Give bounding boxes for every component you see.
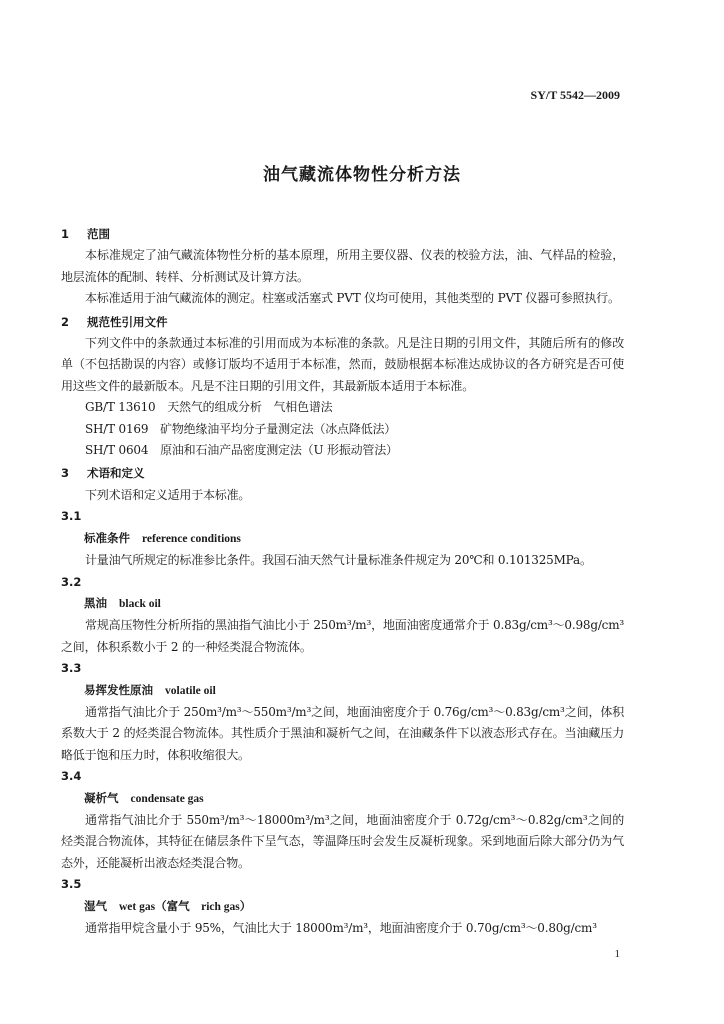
term-cn: 黑油 — [84, 595, 107, 610]
term-number: 3.3 — [61, 661, 82, 676]
term-number: 3.5 — [61, 877, 82, 892]
term-heading — [61, 680, 624, 702]
paragraph: 本标准规定了油气藏流体物性分析的基本原理，所用主要仪器、仪表的校验方法，油、气样品的检验，地层流体的配制、转样、分析测试及计算方法。 — [61, 248, 624, 284]
section-title: 范围 — [87, 227, 110, 241]
term-definition: 通常指甲烷含量小于 95%，气油比大于 18000m³/m³，地面油密度介于 0.70g/cm³～0.80g/cm³ — [85, 921, 597, 935]
term-heading — [61, 896, 624, 918]
term-en: wet gas（富气 rich gas） — [119, 900, 252, 913]
section-number: 3 — [61, 466, 70, 481]
section-number: 1 — [61, 227, 70, 241]
term-en: condensate gas — [130, 792, 204, 805]
paragraph: 下列术语和定义适用于本标准。 — [85, 487, 251, 502]
reference-item: GB/T 13610 天然气的组成分析 气相色谱法 — [85, 400, 333, 415]
term-en: volatile oil — [165, 684, 216, 697]
term-definition: 通常指气油比介于 250m³/m³～550m³/m³之间，地面油密度介于 0.76g/cm³～0.83g/cm³之间，体积系数大于 2 的烃类混合物流体。其性质介于黑油和凝析气之间，在油藏条件下以液态形式存在。当油藏压力略低于饱和压力时，体积收缩很大。 — [61, 704, 624, 762]
paragraph: 下列文件中的条款通过本标准的引用而成为本标准的条款。凡是注日期的引用文件，其随后所有的修改单（不包括勘误的内容）或修订版均不适用于本标准，然而，鼓励根据本标准达成协议的各方研究是否可使用这些文件的最新版本。凡是不注日期的引用文件，其最新版本适用于本标准。 — [61, 336, 624, 393]
term-cn: 凝析气 — [84, 790, 119, 805]
section-title: 规范性引用文件 — [87, 314, 168, 329]
term-cn: 标准条件 — [84, 530, 130, 545]
reference-item: SH/T 0169 矿物绝缘油平均分子量测定法（冰点降低法） — [85, 421, 397, 436]
document-body — [61, 224, 624, 939]
term-definition: 计量油气所规定的标准参比条件。我国石油天然气计量标准条件规定为 20℃和 0.101325MPa。 — [85, 553, 592, 568]
term-number: 3.4 — [61, 769, 82, 784]
term-heading — [61, 788, 624, 810]
term-en: reference conditions — [142, 532, 241, 545]
term-cn: 湿气 — [84, 898, 107, 913]
document-title: 油气藏流体物性分析方法 — [263, 165, 461, 185]
reference-item: SH/T 0604 原油和石油产品密度测定法（U 形振动管法） — [85, 443, 398, 458]
term-heading — [61, 528, 624, 550]
paragraph: 本标准适用于油气藏流体的测定。柱塞或活塞式 PVT 仪均可使用，其他类型的 PVT 仪器可参照执行。 — [85, 291, 620, 306]
term-heading — [61, 593, 624, 615]
section-title: 术语和定义 — [87, 466, 145, 481]
term-en: black oil — [119, 597, 161, 610]
term-cn: 易挥发性原油 — [84, 682, 153, 697]
section-heading-terms — [61, 463, 624, 484]
standard-code: SY/T 5542—2009 — [530, 88, 620, 102]
term-definition: 常规高压物性分析所指的黑油指气油比小于 250m³/m³，地面油密度通常介于 0.83g/cm³～0.98g/cm³之间，体积系数小于 2 的一种烃类混合物流体。 — [61, 618, 624, 654]
section-number: 2 — [61, 314, 70, 329]
term-number: 3.2 — [61, 574, 82, 589]
section-heading-refs — [61, 312, 624, 333]
section-heading-scope — [61, 224, 624, 245]
page-number: 1 — [614, 948, 620, 960]
term-definition: 通常指气油比介于 550m³/m³～18000m³/m³之间，地面油密度介于 0.72g/cm³～0.82g/cm³之间的烃类混合物流体，其特征在储层条件下呈气态，等温降压时会发生反凝析现象。采到地面后除大部分仍为气态外，还能凝析出液态烃类混合物。 — [61, 812, 624, 870]
term-number: 3.1 — [61, 509, 82, 524]
